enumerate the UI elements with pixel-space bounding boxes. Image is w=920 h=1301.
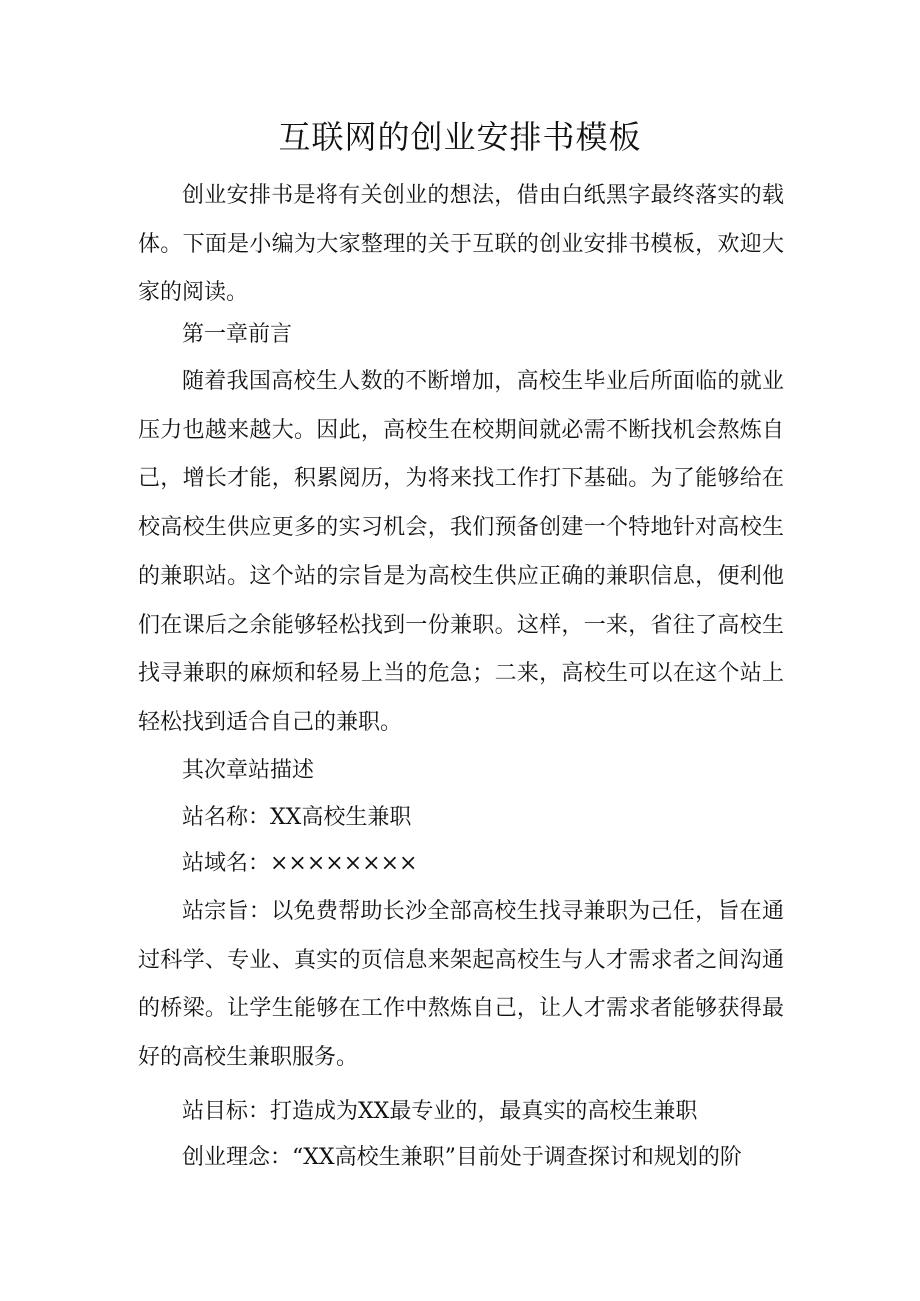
site-name-line: 站名称：XX高校生兼职 [182,805,412,830]
site-purpose-paragraph: 站宗旨：以免费帮助长沙全部高校生找寻兼职为己任，旨在通过科学、专业、真实的页信息来架起高校生与人才需求者之间沟通的桥梁。让学生能够在工作中熬炼自己，让人才需求者能够获得最好的高校生兼职服务。 [138,899,784,1071]
chapter1-heading: 第一章前言 [182,322,293,347]
chapter2-heading: 其次章站描述 [182,758,315,783]
chapter1-paragraph: 随着我国高校生人数的不断增加，高校生毕业后所面临的就业压力也越来越大。因此，高校生在校期间就必需不断找机会熬炼自己，增长才能，积累阅历，为将来找工作打下基础。为了能够给在校高校生供应更多的实习机会，我们预备创建一个特地针对高校生的兼职站。这个站的宗旨是为高校生供应正确的兼职信息，便利他们在课后之余能够轻松找到一份兼职。这样，一来，省往了高校生找寻兼职的麻烦和轻易上当的危急；二来，高校生可以在这个站上轻松找到适合自己的兼职。 [138,369,784,735]
document-title: 互联网的创业安排书模板 [278,118,642,156]
intro-paragraph: 创业安排书是将有关创业的想法，借由白纸黑字最终落实的载体。下面是小编为大家整理的关于互联的创业安排书模板，欢迎大家的阅读。 [138,183,784,306]
site-domain-line: 站域名：×××××××× [182,851,418,876]
site-goal-line: 站目标：打造成为XX最专业的，最真实的高校生兼职 [182,1099,698,1124]
business-idea-line: 创业理念：“XX高校生兼职”目前处于调查探讨和规划的阶 [182,1145,742,1170]
